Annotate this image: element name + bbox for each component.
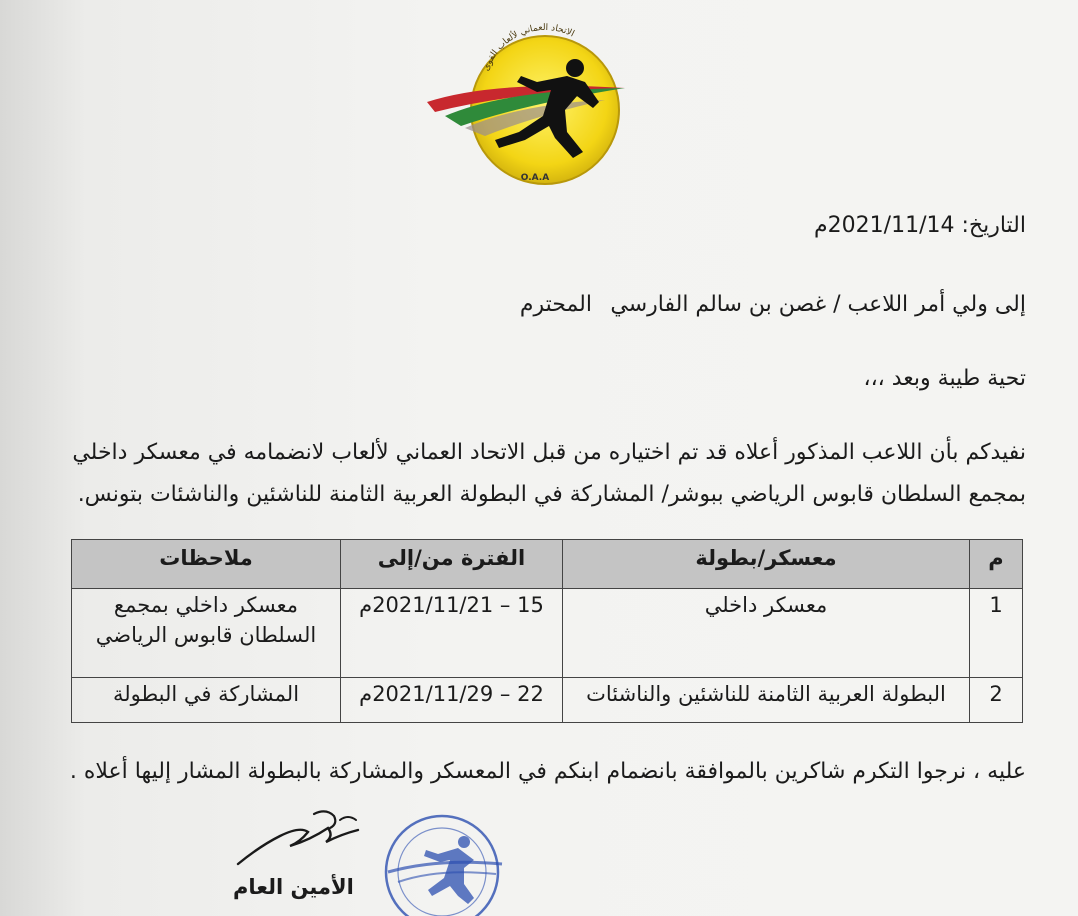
row-number: 2 — [970, 678, 1023, 723]
table-row — [72, 589, 1023, 678]
logo-arc-text: الاتحاد العماني لألعاب القوى — [481, 22, 576, 73]
signatory-title: الأمين العام — [233, 875, 354, 899]
logo-initials: O.A.A — [520, 173, 550, 183]
row-notes — [72, 589, 341, 678]
respect-title: المحترم — [519, 292, 592, 317]
header-period: الفترة من/إلى — [341, 540, 563, 589]
closing-text: عليه ، نرجوا التكرم شاكرين بالموافقة بانضمام ابنكم في المعسكر والمشاركة بالبطولة المشار إليها أعلاه . — [69, 759, 1026, 784]
row-camp: معسكر داخلي — [563, 589, 970, 678]
federation-logo — [425, 20, 647, 192]
handwritten-signature — [230, 806, 370, 876]
body-text-line-2: بمجمع السلطان قابوس الرياضي ببوشر/ المشاركة في البطولة العربية الثامنة للناشئين والناشئات بتونس. — [77, 482, 1026, 507]
schedule-table — [71, 539, 1023, 723]
row-camp: البطولة العربية الثامنة للناشئين والناشئات — [563, 678, 970, 723]
row-notes-line-2: السلطان قابوس الرياضي — [95, 623, 317, 647]
row-number: 1 — [970, 589, 1023, 678]
row-period: 22 – 2021/11/29م — [341, 678, 563, 723]
official-stamp — [378, 812, 508, 916]
recipient-line: إلى ولي أمر اللاعب / غصن بن سالم الفارسي — [610, 292, 1026, 317]
header-number: م — [970, 540, 1023, 589]
table-row — [72, 678, 1023, 723]
row-notes-line-1: معسكر داخلي بمجمع — [113, 593, 299, 617]
table-header-row — [72, 540, 1023, 589]
row-notes: المشاركة في البطولة — [72, 678, 341, 723]
row-period: 15 – 2021/11/21م — [341, 589, 563, 678]
header-camp: معسكر/بطولة — [563, 540, 970, 589]
header-notes: ملاحظات — [72, 540, 341, 589]
greeting: تحية طيبة وبعد ،،، — [863, 366, 1026, 391]
body-text-line-1: نفيدكم بأن اللاعب المذكور أعلاه قد تم اختياره من قبل الاتحاد العماني لألعاب لانضمامه في معسكر داخلي — [72, 440, 1026, 465]
letter-date: التاريخ: 2021/11/14م — [814, 213, 1026, 238]
